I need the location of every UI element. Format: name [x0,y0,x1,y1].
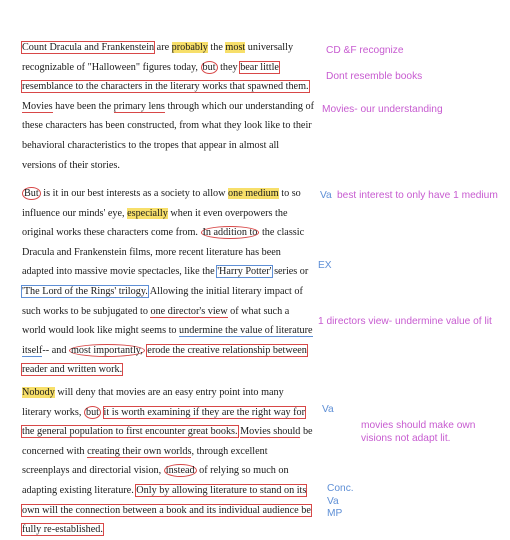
circled-word: but [202,61,216,73]
text-run: of what such a world would look like might seems to [22,305,290,337]
circled-word: most importantly, [70,344,143,356]
essay-paragraph-3 [22,383,314,540]
text-run: to so influence our minds' eye, [22,188,301,219]
margin-note-resemble: Dont resemble books [326,71,423,82]
underlined-text: Movies should [240,426,301,438]
boxed-text: it is worth examining if they are the right way for the general population to first encounter great books. [22,406,305,438]
circled-word: But [24,188,39,199]
margin-note-ex: EX [318,260,332,271]
boxed-text: Only by allowing literature to stand on its own will the connection between a book and its individual audience be fully re-established. [22,484,311,536]
highlighted-text: especially [127,207,168,219]
essay-paragraph-2 [22,184,314,380]
text-run: the classic Dracula and Frankenstein films, more recent literature has been adapted into massive movie spectacles, like the [22,227,305,278]
text-run: -- and [42,344,69,356]
margin-note-mp: MP [327,508,343,519]
underlined-text: one director's view [150,305,228,317]
margin-note-recognize: CD &F recognize [326,45,404,56]
text-run: when it even overpowers the original works these characters come from. [22,207,288,239]
text-run: are [154,42,172,53]
margin-note-conclusion [327,483,354,521]
highlighted-text: one medium [228,188,279,199]
circled-word: instead [165,465,195,477]
blue-boxed-text: 'The Lord of the Rings' trilogy. [22,285,148,297]
underlined-text: primary lens [113,100,165,112]
margin-note-va-3: Va [327,495,339,507]
highlighted-text: Nobody [22,387,55,398]
essay-paragraph-1 [22,38,314,175]
margin-note-conc: Conc. [327,483,354,494]
margin-note-va-2: Va [322,404,334,415]
circled-word: but [85,406,99,418]
text-run: of relying so much on adapting existing literature. [22,465,289,496]
text-run: is it in our best interests as a society to allow [40,188,229,199]
text-run: they [217,61,241,73]
text-run: be concerned with [22,426,313,457]
text-run: through which our understanding of these characters has been constructed, from what they look like to their behavioral characteristics to the tropes that appear in almost all versions of their stories. [22,100,314,171]
text-run: have been the [52,100,114,112]
highlighted-text: most [225,42,246,53]
margin-note-va-1: Va [320,190,332,201]
underlined-text: creating their own worlds [87,445,192,457]
text-run: the [207,42,226,53]
boxed-text: Count Dracula and Frankenstein [22,42,155,53]
text-run: universally recognizable of "Halloween" figures today, [22,42,294,73]
highlighted-text: probably [171,42,208,53]
underlined-text: Movies [22,100,53,112]
circled-word: In addition to [202,227,258,239]
margin-note-directors-view: 1 directors view- undermine value of lit [318,316,492,327]
text-run: , through excellent screenplays and directorial vision, [22,445,268,477]
blue-boxed-text: 'Harry Potter' [217,266,272,278]
boxed-text: erode the creative relationship between reader and written work. [22,344,307,376]
margin-note-best-interest: best interest to only have 1 medium [337,190,498,201]
text-run: Allowing the initial literary impact of such works to be subjugated to [22,285,303,317]
boxed-text: bear little resemblance to the characters in the literary works that spawned them. [22,61,309,93]
text-run: will deny that movies are an easy entry point into many literary works, [22,387,284,418]
blue-underlined-text: undermine the value of literature itself [22,325,313,356]
margin-note-understanding: Movies- our understanding [322,104,443,115]
text-run: series or [271,266,309,278]
margin-note-own-visions: movies should make own visions not adapt lit. [361,420,476,444]
